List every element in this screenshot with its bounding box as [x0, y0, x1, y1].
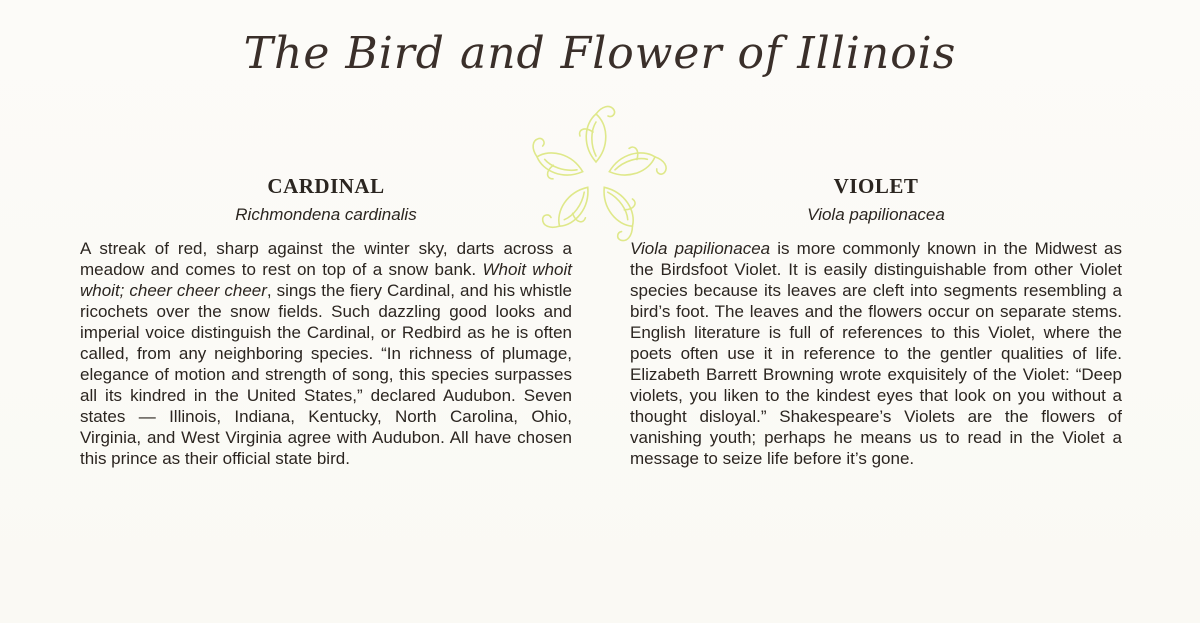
violet-description: [630, 238, 1122, 469]
violet-scientific-name: Viola papilionacea: [807, 205, 945, 224]
violet-heading: VIOLET: [833, 174, 919, 198]
cardinal-text-2: , sings the fiery Cardinal, and his whistle ricochets over the snow fields. Such dazzling good looks and imperial voice distinguish the Cardinal, or Redbird as he is often called, from any neighboring species. “In richness of plumage, elegance of motion and strength of song, this species surpasses all its kindred in the United States,” declared Audubon. Seven states — Illinois, Indiana, Kentucky, North Carolina, Ohio, Virginia, and West Virginia agree with Audubon. All have chosen this prince as their official state bird.: [80, 281, 573, 468]
violet-section: [630, 172, 1122, 469]
cardinal-scientific-name: Richmondena cardinalis: [235, 205, 417, 224]
cardinal-description: [80, 238, 572, 469]
cardinal-section: [80, 172, 572, 469]
page-title: The Bird and Flower of Illinois: [243, 28, 957, 79]
cardinal-song-text: Whoit whoit whoit; cheer cheer cheer: [80, 260, 572, 300]
cardinal-heading: CARDINAL: [267, 174, 385, 198]
violet-name-italic: Viola papilionacea: [630, 239, 771, 258]
violet-text-1: is more commonly known in the Midwest as the Birdsfoot Violet. It is easily distinguishable from other Violet species because its leaves are cleft into segments resembling a bird’s foot. The leaves and the flowers occur on separate stems. English literature is full of references to this Violet, where the poets often use it in reference to the gentler qualities of life. Elizabeth Barrett Browning wrote exquisitely of the Violet: “Deep violets, you liken to the kindest eyes that look on you without a thought disloyal.” Shakespeare’s Violets are the flowers of vanishing youth; perhaps he means us to read in the Violet a message to seize life before it’s gone.: [630, 239, 1123, 468]
cardinal-text-1: A streak of red, sharp against the winter sky, darts across a meadow and comes to rest on top of a snow bank.: [80, 239, 572, 279]
